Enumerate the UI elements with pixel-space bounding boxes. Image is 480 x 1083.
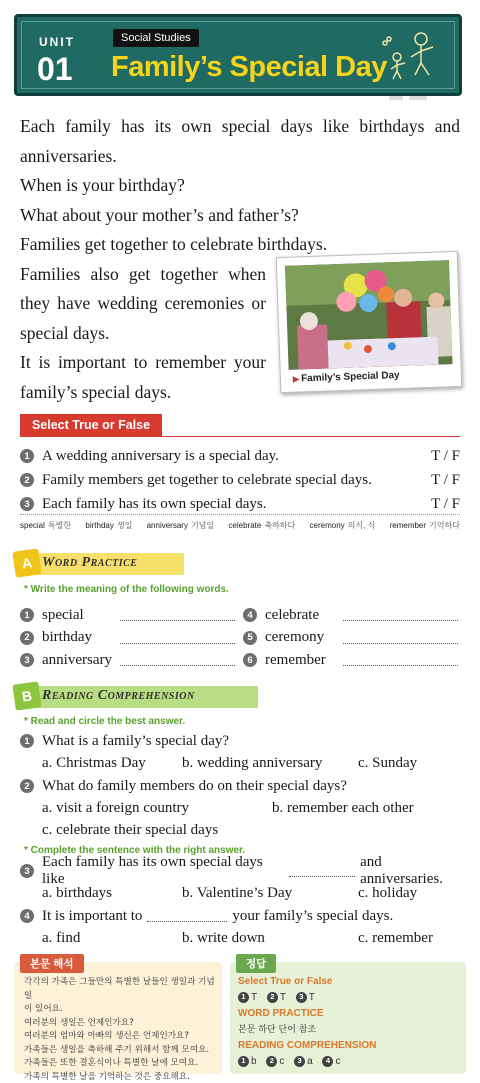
answer-row — [238, 990, 462, 1006]
answer-key — [238, 974, 462, 1070]
answer-note: 본문 하단 단어 참조 — [238, 1025, 317, 1035]
question-text: It is important to — [42, 907, 143, 924]
item-number: 3 — [20, 864, 34, 878]
reading-comprehension-header — [14, 683, 274, 709]
answer-blank[interactable] — [120, 654, 235, 666]
item-statement: A wedding anniversary is a special day. — [42, 447, 279, 464]
true-false-list — [20, 444, 460, 516]
item-number: 4 — [243, 608, 257, 622]
answer-options — [20, 797, 466, 819]
answer-blank[interactable] — [343, 654, 458, 666]
answer-blank[interactable] — [120, 632, 235, 644]
answer-section-label: WORD PRACTICE — [238, 1008, 324, 1019]
passage-line: anniversaries. — [20, 145, 117, 166]
answer-options — [20, 882, 466, 904]
option-a[interactable]: a. visit a foreign country — [42, 799, 190, 816]
word-practice-header — [14, 550, 214, 576]
item-number: 1 — [20, 608, 34, 622]
passage-line: When is your birthday? — [20, 175, 185, 195]
fill-blank[interactable] — [147, 910, 227, 922]
question-text: What do family members do on their special days? — [42, 777, 347, 794]
passage-line: special days. — [20, 322, 110, 343]
option-b[interactable]: b. wedding anniversary — [182, 754, 323, 771]
item-number: 1 — [20, 449, 34, 463]
answer-value: a — [307, 1056, 313, 1067]
answer-key-tag: 정답 — [236, 954, 276, 973]
answer-options — [20, 927, 466, 949]
photo-caption-text: Family’s Special Day — [300, 369, 400, 385]
item-number: 5 — [243, 631, 257, 645]
vocab-meaning: 기념일 — [190, 521, 215, 530]
answer-value: c — [279, 1056, 285, 1067]
divider — [20, 436, 460, 437]
answer-section-label: READING COMPREHENSION — [238, 1040, 377, 1051]
vocab-word: special — [20, 521, 45, 530]
item-number: 1 — [20, 734, 34, 748]
answer-blank[interactable] — [343, 632, 458, 644]
item-number: 3 — [20, 497, 34, 511]
word-practice-item — [243, 627, 466, 650]
true-false-choice[interactable]: T / F — [431, 495, 460, 512]
page-title: Family’s Special Day — [111, 51, 387, 83]
vocab-meaning: 생일 — [116, 521, 133, 530]
item-statement: Each family has its own special days. — [42, 495, 267, 512]
item-number: 2 — [20, 779, 34, 793]
answer-value: T — [251, 992, 258, 1003]
answer-options — [20, 819, 466, 841]
translation-line: 각각의 가족은 그들만의 특별한 날들인 생일과 기념일 — [24, 977, 215, 1001]
item-number: 4 — [20, 909, 34, 923]
translation-box — [14, 958, 222, 1082]
caption-bullet-icon: ▶ — [292, 374, 300, 384]
true-false-item — [20, 468, 460, 492]
passage-line: family’s special days. — [20, 381, 172, 402]
option-c[interactable]: c. Sunday — [358, 754, 418, 771]
answer-blank[interactable] — [120, 609, 235, 621]
chalk — [409, 96, 427, 100]
unit-number: 01 — [37, 51, 73, 87]
photo-image — [285, 260, 453, 370]
answer-options — [20, 752, 466, 774]
passage-line: they have wedding ceremonies or — [20, 293, 266, 313]
option-b[interactable]: b. Valentine’s Day — [182, 884, 293, 901]
word-practice-item — [243, 649, 466, 672]
question-1 — [20, 730, 466, 774]
family-photo — [276, 251, 463, 393]
answer-number: 2 — [266, 1056, 277, 1067]
practice-word: special — [42, 606, 84, 623]
true-false-choice[interactable]: T / F — [431, 447, 460, 464]
divider — [20, 514, 460, 515]
answer-value: T — [308, 992, 315, 1003]
answer-value: c — [335, 1056, 341, 1067]
answer-value: b — [251, 1056, 257, 1067]
section-title: Word Practice — [42, 555, 138, 570]
option-a[interactable]: a. find — [42, 929, 81, 946]
section-badge: A — [12, 548, 41, 577]
option-b[interactable]: b. remember each other — [272, 799, 414, 816]
practice-word: ceremony — [265, 629, 325, 646]
answer-number: 1 — [238, 992, 249, 1003]
true-false-item — [20, 492, 460, 516]
true-false-heading: Select True or False — [20, 414, 162, 436]
fill-blank[interactable] — [289, 865, 356, 877]
item-number: 2 — [20, 631, 34, 645]
translation-line: 가족의 특별한 날을 기억하는 것은 중요해요. — [24, 1071, 190, 1082]
word-practice-item — [243, 604, 466, 627]
vocab-meaning: 기억하다 — [429, 521, 460, 530]
word-practice-item — [20, 649, 243, 672]
question-text: What is a family’s special day? — [42, 732, 230, 749]
option-c[interactable]: c. remember — [358, 929, 433, 946]
answer-number: 4 — [322, 1056, 333, 1067]
practice-word: celebrate — [265, 606, 320, 623]
translation-text — [24, 976, 218, 1083]
item-statement: Family members get together to celebrate special days. — [42, 471, 372, 488]
option-c[interactable]: c. celebrate their special days — [42, 821, 219, 838]
item-number: 3 — [20, 653, 34, 667]
question-4 — [20, 905, 466, 949]
subject-badge: Social Studies — [113, 29, 199, 47]
option-a[interactable]: a. Christmas Day — [42, 754, 146, 771]
practice-word: anniversary — [42, 651, 112, 668]
translation-line: 여러분의 생일은 언제인가요? — [24, 1017, 134, 1028]
vocab-entry — [228, 520, 295, 531]
answer-row — [238, 1054, 462, 1070]
vocab-word: remember — [389, 521, 427, 530]
question-text: and anniversaries. — [360, 854, 443, 887]
vocab-entry — [20, 520, 71, 531]
option-b[interactable]: b. write down — [182, 929, 265, 946]
practice-word: birthday — [42, 629, 92, 646]
true-false-item — [20, 444, 460, 468]
vocab-word: anniversary — [146, 521, 188, 530]
photo-caption — [293, 370, 400, 385]
answer-key-box — [230, 958, 466, 1074]
question-stem — [20, 905, 466, 927]
unit-header — [14, 14, 462, 96]
translation-line: 가족들은 또한 결혼식이나 특별한 날에 모여요. — [24, 1058, 199, 1068]
answer-number: 2 — [267, 992, 278, 1003]
chalk — [389, 96, 403, 100]
word-practice-item — [20, 604, 243, 627]
unit-label: UNIT — [39, 35, 75, 49]
answer-number: 3 — [294, 1056, 305, 1067]
question-stem — [20, 775, 466, 797]
passage-line: It is important to remember your — [20, 352, 266, 372]
vocabulary-strip — [20, 520, 460, 531]
answer-section-label: Select True or False — [238, 976, 333, 987]
question-stem — [20, 730, 466, 752]
item-number: 6 — [243, 653, 257, 667]
translation-line: 여러분의 엄마와 아빠의 생신은 언제인가요? — [24, 1031, 189, 1041]
vocab-word: celebrate — [228, 521, 262, 530]
vocab-entry — [390, 520, 460, 531]
instruction: * Write the meaning of the following words. — [24, 584, 229, 595]
vocab-entry — [147, 520, 215, 531]
translation-line: 가족들은 생일을 축하해 주기 위해서 함께 모여요. — [24, 1044, 210, 1055]
word-practice-item — [20, 627, 243, 650]
section-title: Reading Comprehension — [42, 688, 195, 703]
question-text: your family’s special days. — [232, 907, 394, 924]
passage-line: Families get together to celebrate birthdays. — [20, 234, 328, 254]
passage-line: What about your mother’s and father’s? — [20, 204, 299, 225]
question-stem — [20, 854, 466, 887]
item-number: 2 — [20, 473, 34, 487]
answer-number: 1 — [238, 1056, 249, 1067]
question-2 — [20, 775, 466, 841]
answer-number: 3 — [296, 992, 307, 1003]
translation-tag: 본문 해석 — [20, 954, 84, 973]
passage-line: Each family has its own special days like birthdays and — [20, 116, 460, 136]
question-text: Each family has its own special days like — [42, 854, 263, 887]
option-a[interactable]: a. birthdays — [42, 884, 112, 901]
practice-word: remember — [265, 651, 326, 668]
option-c[interactable]: c. holiday — [358, 884, 418, 901]
vocab-word: birthday — [85, 521, 114, 530]
vocab-meaning: 축하하다 — [264, 521, 296, 530]
vocab-entry — [310, 520, 376, 531]
instruction: * Complete the sentence with the right answer. — [24, 845, 246, 856]
vocab-meaning: 특별한 — [47, 521, 72, 530]
passage-line: Families also get together when — [20, 263, 266, 284]
word-practice-grid — [20, 604, 466, 672]
instruction: * Read and circle the best answer. — [24, 716, 186, 727]
true-false-choice[interactable]: T / F — [431, 471, 460, 488]
family-doodle-icon — [375, 27, 445, 87]
vocab-entry — [85, 520, 132, 531]
answer-value: T — [279, 992, 286, 1003]
section-badge: B — [12, 681, 41, 710]
answer-blank[interactable] — [343, 609, 458, 621]
vocab-meaning: 의식, 식 — [347, 521, 376, 530]
vocab-word: ceremony — [309, 521, 345, 530]
translation-line: 이 있어요. — [24, 1004, 63, 1014]
question-3 — [20, 854, 466, 904]
